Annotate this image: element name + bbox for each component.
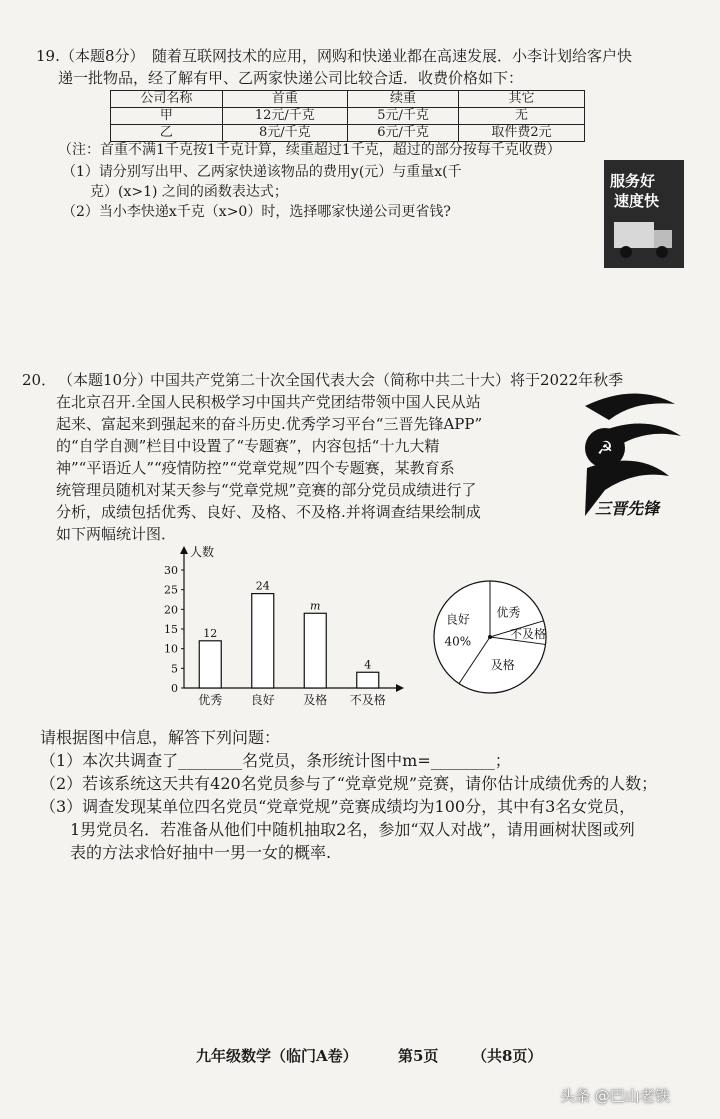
x-axis-arrow: [396, 684, 404, 692]
pie-slice-label: 不及格: [509, 626, 546, 641]
q20-line-2: 在北京召开.全国人民积极学习中国共产党团结带领中国人民从站: [56, 393, 481, 411]
y-tick-label: 15: [164, 623, 178, 636]
q20-line-7: 分析，成绩包括优秀、良好、及格、不及格.并将调查结果绘制成: [56, 503, 481, 521]
y-axis-arrow: [180, 546, 188, 554]
footer-page: 第5页: [398, 1047, 439, 1065]
header-cell: 其它: [459, 91, 585, 108]
header-cell: 公司名称: [111, 91, 223, 108]
bar: [357, 672, 379, 688]
q19-part2: （2）当小李快递x千克（x>0）时，选择哪家快递公司更省钱?: [62, 204, 451, 220]
q20-part3-line2: 1男党员名．若准备从他们中随机抽取2名，参加“双人对战”，请用画树状图或列: [70, 820, 635, 839]
table-cell: 无: [459, 108, 585, 125]
x-tick-label: 及格: [303, 693, 328, 707]
y-tick-label: 0: [171, 682, 178, 695]
y-tick-label: 30: [164, 564, 178, 577]
q20-part1: （1）本次共调查了________名党员，条形统计图中m=________；: [40, 751, 511, 770]
q20-prompt: 请根据图中信息，解答下列问题：: [40, 728, 281, 747]
q20-part3-line1: （3）调查发现某单位四名党员“党章党规”竞赛成绩均为100分，其中有3名女党员，: [40, 797, 636, 816]
watermark: 头条 @巴山老铁: [560, 1087, 670, 1105]
y-tick-label: 5: [171, 662, 178, 676]
pie-slice-label: 及格: [490, 658, 515, 673]
q19-part1-line2: 克）(x>1) 之间的函数表达式；: [90, 184, 288, 200]
q19-number: 19.: [36, 47, 60, 65]
q20-part3-line3: 表的方法求恰好抽中一男一女的概率.: [70, 843, 332, 862]
pie-slice-label: 良好: [445, 612, 470, 627]
bar: [199, 641, 221, 688]
table-row: [111, 108, 585, 125]
y-tick-label: 20: [164, 603, 178, 617]
bar-value-label: 12: [203, 626, 218, 640]
bar-value-label: m: [310, 599, 321, 613]
table-cell: 乙: [111, 125, 223, 142]
table-cell: 甲: [111, 108, 223, 125]
hammer-sickle-icon: ☭: [596, 438, 614, 459]
pie-chart: [428, 575, 553, 700]
bar: [252, 594, 274, 688]
price-table-header: [111, 91, 585, 108]
x-tick-label: 不及格: [349, 693, 386, 707]
q20-line-1: 中国共产党第二十次全国代表大会（简称中共二十大）将于2022年秋季: [150, 371, 624, 389]
courier-image-text-2: 速度快: [614, 192, 660, 210]
pie-slice-label: 优秀: [496, 605, 521, 620]
table-cell: 取件费2元: [459, 125, 585, 142]
q20-line-8: 如下两幅统计图．: [56, 525, 177, 543]
table-cell: 8元/千克: [222, 125, 347, 142]
q19-note: （注：首重不满1千克按1千克计算，续重超过1千克，超过的部分按每千克收费）: [58, 142, 561, 158]
q19-score: （本题8分）: [60, 47, 145, 65]
table-row: [111, 125, 585, 142]
delivery-truck-icon: [604, 160, 684, 268]
q20-number: 20．: [22, 371, 57, 389]
pie-percent-label: 40%: [444, 634, 472, 649]
logo-text: 三晋先锋: [594, 499, 660, 518]
table-cell: 6元/千克: [347, 125, 458, 142]
table-cell: 5元/千克: [347, 108, 458, 125]
footer-total: （共8页）: [472, 1047, 543, 1065]
y-tick-label: 25: [164, 583, 178, 597]
bar-value-label: 4: [364, 658, 372, 672]
y-axis-label: 人数: [190, 545, 215, 559]
x-tick-label: 良好: [250, 693, 275, 707]
bar-value-label: 24: [255, 579, 270, 593]
q19-part1-line1: （1）请分别写出甲、乙两家快递该物品的费用y(元）与重量x(千: [62, 164, 462, 180]
courier-image: [604, 160, 684, 268]
footer-title: 九年级数学（临门A卷）: [196, 1047, 358, 1065]
q20-part2: （2）若该系统这天共有420名党员参与了“党章党规”竞赛，请你估计成绩优秀的人数；: [40, 774, 658, 793]
courier-image-text-1: 服务好: [610, 172, 656, 190]
q20-line-4: 的“自学自测”栏目中设置了“专题赛”，内容包括“十九大精: [56, 437, 440, 455]
q19-intro-line1: 随着互联网技术的应用，网购和快递业都在高速发展．小李计划给客户快: [152, 47, 633, 65]
y-tick-label: 10: [164, 642, 178, 656]
pie-center: [488, 635, 492, 639]
x-tick-label: 优秀: [198, 693, 223, 707]
sanjin-logo: [565, 386, 700, 524]
price-table: [110, 90, 585, 142]
q20-line-6: 统管理员随机对某天参与“党章党规”竞赛的部分党员成绩进行了: [56, 481, 477, 499]
header-cell: 续重: [347, 91, 458, 108]
table-cell: 12元/千克: [222, 108, 347, 125]
header-cell: 首重: [222, 91, 347, 108]
q20-line-5: 神”“平语近人”“疫情防控”“党章党规”四个专题赛，某教育系: [56, 459, 455, 477]
q20-line-3: 起来、富起来到强起来的奋斗历史.优秀学习平台“三晋先锋APP”: [56, 415, 483, 433]
bar-chart: [158, 542, 408, 717]
q20-score: （本题10分）: [58, 371, 153, 389]
bar: [304, 613, 326, 688]
q19-intro-line2: 递一批物品，经了解有甲、乙两家快递公司比较合适．收费价格如下：: [58, 69, 524, 87]
